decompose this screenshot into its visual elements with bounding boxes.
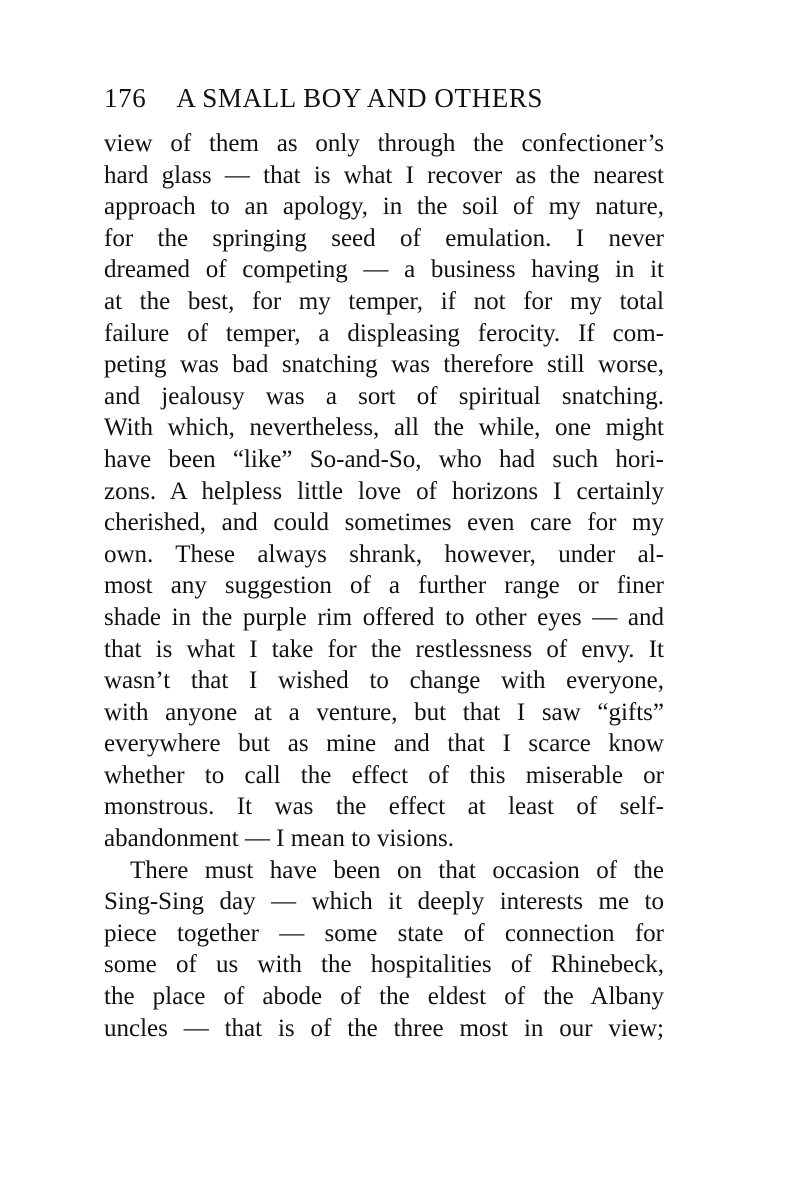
text-line: failure of temper, a displeasing ferocity. If com-	[104, 319, 664, 347]
text-line: for the springing seed of emulation. I never	[104, 224, 664, 252]
text-line: uncles — that is of the three most in our view;	[104, 1014, 664, 1042]
text-line: with anyone at a venture, but that I saw “gifts”	[104, 698, 664, 726]
text-line: everywhere but as mine and that I scarce know	[104, 730, 664, 758]
paragraph-2	[104, 855, 664, 1045]
body-text	[104, 128, 664, 1044]
text-line: monstrous. It was the effect at least of self-	[104, 793, 664, 821]
text-line: dreamed of competing — a business having in it	[104, 256, 664, 284]
text-line: the place of abode of the eldest of the Albany	[104, 983, 664, 1011]
text-line: view of them as only through the confectioner’s	[104, 130, 664, 157]
text-line: that is what I take for the restlessness of envy. It	[104, 635, 664, 663]
text-line: approach to an apology, in the soil of my nature,	[104, 193, 664, 221]
text-line: most any suggestion of a further range or finer	[104, 572, 664, 600]
text-line: shade in the purple rim offered to other eyes — and	[104, 603, 664, 631]
text-line: hard glass — that is what I recover as the nearest	[104, 161, 664, 189]
text-line: piece together — some state of connection for	[104, 919, 664, 947]
paragraph-1	[104, 128, 664, 855]
page-number: 176	[104, 83, 147, 113]
running-header	[104, 80, 664, 116]
text-line: own. These always shrank, however, under al-	[104, 540, 664, 568]
text-line: some of us with the hospitalities of Rhinebeck,	[104, 951, 664, 979]
book-title: A SMALL BOY AND OTHERS	[176, 83, 544, 113]
text-line: There must have been on that occasion of the	[130, 856, 664, 884]
text-line: have been “like” So-and-So, who had such hori-	[104, 445, 664, 473]
text-line: Sing-Sing day — which it deeply interests me to	[104, 888, 664, 916]
text-line: peting was bad snatching was therefore still worse,	[104, 351, 664, 379]
text-line: With which, nevertheless, all the while, one might	[104, 414, 664, 442]
text-line: at the best, for my temper, if not for my total	[104, 287, 664, 315]
text-line: zons. A helpless little love of horizons I certainly	[104, 477, 664, 505]
text-line: abandonment — I mean to visions.	[104, 825, 454, 853]
text-line: whether to call the effect of this miserable or	[104, 761, 664, 789]
text-line: cherished, and could sometimes even care for my	[104, 509, 664, 537]
text-line: and jealousy was a sort of spiritual snatching.	[104, 382, 664, 410]
text-line: wasn’t that I wished to change with everyone,	[104, 667, 664, 695]
